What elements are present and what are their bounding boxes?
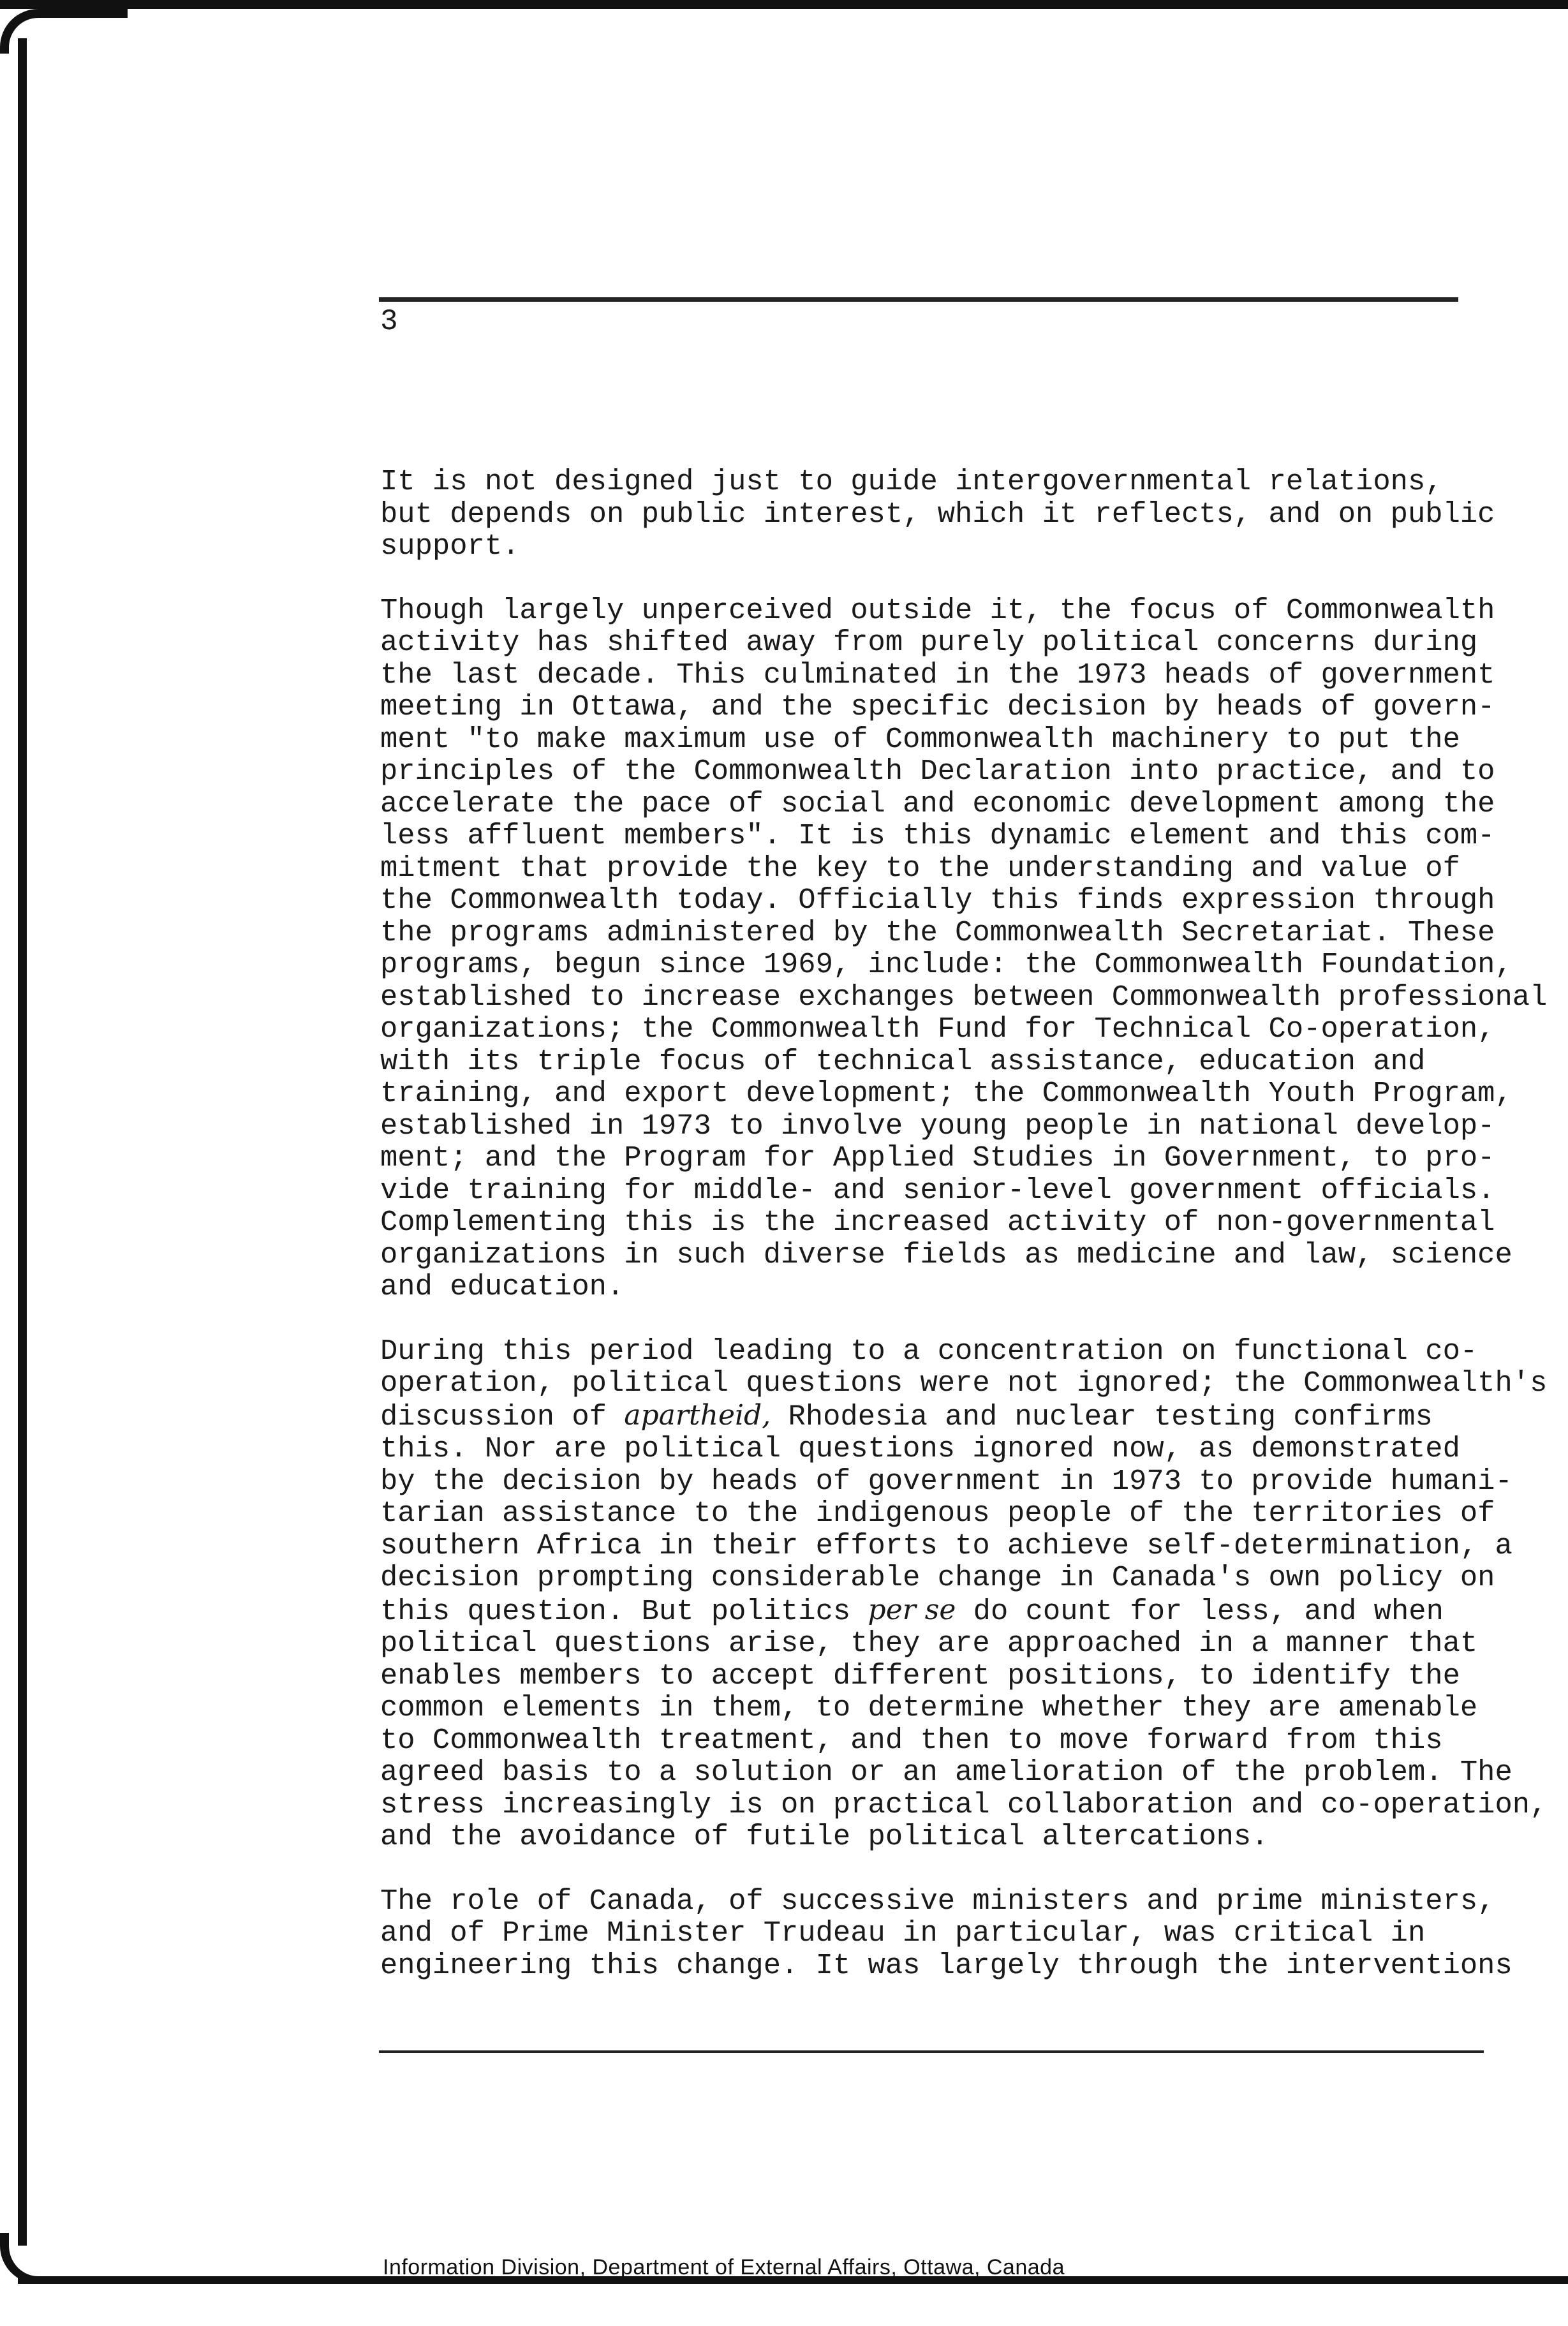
text-line: tarian assistance to the indigenous people of the territories of [380, 1497, 1495, 1530]
text-line: the programs administered by the Commonwealth Secretariat. These [380, 915, 1495, 949]
text-line: this question. But politics [380, 1594, 868, 1628]
text-line: and of Prime Minister Trudeau in particular, was critical in [380, 1916, 1426, 1950]
text-line: meeting in Ottawa, and the specific decision by heads of govern- [380, 690, 1495, 723]
text-line: discussion of [380, 1400, 625, 1433]
italic-term-apartheid: apartheid, [624, 1398, 771, 1432]
text-line: stress increasingly is on practical collaboration and co-operation, [380, 1788, 1548, 1821]
text-line: this. Nor are political questions ignored now, as demonstrated [380, 1432, 1460, 1465]
text-line: agreed basis to a solution or an amelioration of the problem. The [380, 1756, 1513, 1789]
text-line: principles of the Commonwealth Declaration into practice, and to [380, 755, 1495, 788]
document-body [380, 465, 1548, 2013]
text-line: ment "to make maximum use of Commonwealth machinery to put the [380, 722, 1460, 756]
paragraph-2 [380, 593, 1548, 1303]
text-line: southern Africa in their efforts to achieve self-determination, a [380, 1529, 1513, 1562]
text-line: The role of Canada, of successive ministers and prime ministers, [380, 1884, 1495, 1918]
paragraph-3 [380, 1334, 1548, 1853]
text-line: Complementing this is the increased activity of non-governmental [380, 1206, 1495, 1239]
text-line: ment; and the Program for Applied Studies in Government, to pro- [380, 1141, 1495, 1174]
text-line: political questions arise, they are approached in a manner that [380, 1627, 1478, 1660]
text-line: engineering this change. It was largely through the interventions [380, 1948, 1513, 1982]
text-line: activity has shifted away from purely political concerns during [380, 626, 1478, 659]
footer-attribution: Information Division, Department of External Affairs, Ottawa, Canada [383, 2255, 1065, 2279]
text-line: organizations in such diverse fields as medicine and law, science [380, 1238, 1513, 1271]
text-line: but depends on public interest, which it reflects, and on public [380, 497, 1495, 531]
page-number: 3 [380, 305, 398, 338]
scan-edge-top [0, 0, 1568, 9]
text-line: enables members to accept different positions, to identify the [380, 1659, 1460, 1693]
text-line: and education. [380, 1270, 625, 1303]
text-line: Though largely unperceived outside it, the focus of Commonwealth [380, 593, 1495, 627]
text-line: do count for less, and when [956, 1594, 1444, 1628]
text-line: and the avoidance of futile political altercations. [380, 1820, 1269, 1853]
text-line: common elements in them, to determine whether they are amenable [380, 1691, 1478, 1724]
text-line: support. [380, 530, 520, 563]
text-line: operation, political questions were not ignored; the Commonwealth's [380, 1367, 1548, 1400]
scan-edge-left [18, 38, 27, 2246]
text-line: the Commonwealth today. Officially this finds expression through [380, 884, 1495, 917]
text-line: organizations; the Commonwealth Fund for Technical Co-operation, [380, 1012, 1495, 1046]
paragraph-4 [380, 1884, 1513, 1982]
text-line: Rhodesia and nuclear testing confirms [771, 1400, 1433, 1433]
text-line: decision prompting considerable change in Canada's own policy on [380, 1561, 1495, 1594]
text-line: mitment that provide the key to the understanding and value of [380, 851, 1460, 885]
text-line: less affluent members". It is this dynamic element and this com- [380, 819, 1495, 852]
text-line: accelerate the pace of social and economic development among the [380, 787, 1495, 820]
text-line: the last decade. This culminated in the 1973 heads of government [380, 658, 1495, 692]
text-line: It is not designed just to guide intergovernmental relations, [380, 465, 1443, 498]
text-line: training, and export development; the Commonwealth Youth Program, [380, 1077, 1513, 1110]
paragraph-1 [380, 465, 1495, 563]
text-line: by the decision by heads of government in 1973 to provide humani- [380, 1464, 1513, 1498]
text-line: established to increase exchanges between Commonwealth professional [380, 980, 1548, 1014]
text-line: established in 1973 to involve young people in national develop- [380, 1109, 1495, 1143]
footer-rule [379, 2050, 1484, 2053]
italic-term-per-se: per se [868, 1593, 956, 1626]
text-line: During this period leading to a concentration on functional co- [380, 1334, 1478, 1368]
text-line: with its triple focus of technical assistance, education and [380, 1044, 1426, 1078]
text-line: programs, begun since 1969, include: the Commonwealth Foundation, [380, 948, 1513, 981]
header-rule [379, 297, 1458, 302]
text-line: vide training for middle- and senior-level government officials. [380, 1173, 1495, 1207]
text-line: to Commonwealth treatment, and then to move forward from this [380, 1723, 1443, 1757]
